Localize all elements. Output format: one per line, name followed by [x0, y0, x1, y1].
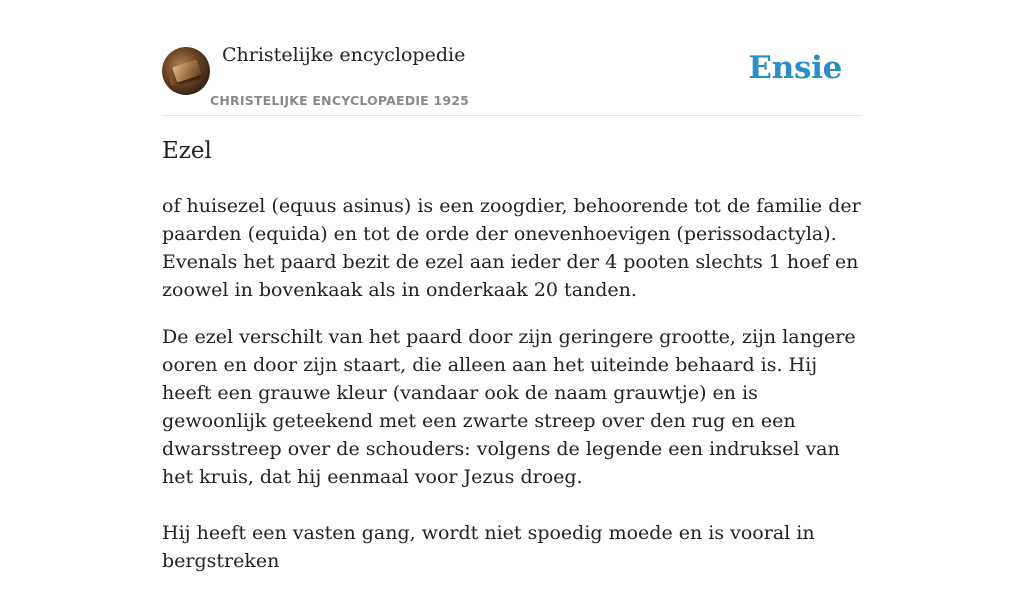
article-paragraph: De ezel verschilt van het paard door zijn geringere grootte, zijn langere ooren en door zijn staart, die alleen aan het uiteinde behaard is. Hij heeft een grauwe kleur (vandaar ook de naam grauwtje) en is gewoonlijk geteekend met een zwarte streep over den rug en een dwarsstreep over de schouders: volgens de legende een indruksel van het kruis, dat hij eenmaal voor Jezus droeg.	[162, 326, 856, 488]
article-paragraph: Hij heeft een vasten gang, wordt niet spoedig moede en is vooral in bergstreken	[162, 522, 815, 572]
brand-logo-link[interactable]: Ensie	[748, 50, 842, 86]
site-avatar[interactable]	[162, 47, 210, 95]
article-title: Ezel	[162, 138, 212, 164]
content-column	[162, 0, 862, 572]
site-name-link[interactable]: Christelijke encyclopedie	[222, 44, 466, 66]
site-subtitle: CHRISTELIJKE ENCYCLOPAEDIE 1925	[210, 93, 470, 108]
site-header	[162, 0, 862, 116]
article-body	[162, 192, 866, 594]
article-paragraph: of huisezel (equus asinus) is een zoogdier, behoorende tot de familie der paarden (equida) en tot de orde der onevenhoevigen (perissodactyla). Evenals het paard bezit de ezel aan ieder der 4 pooten slechts 1 hoef en zoowel in bovenkaak als in onderkaak 20 tanden.	[162, 195, 861, 301]
